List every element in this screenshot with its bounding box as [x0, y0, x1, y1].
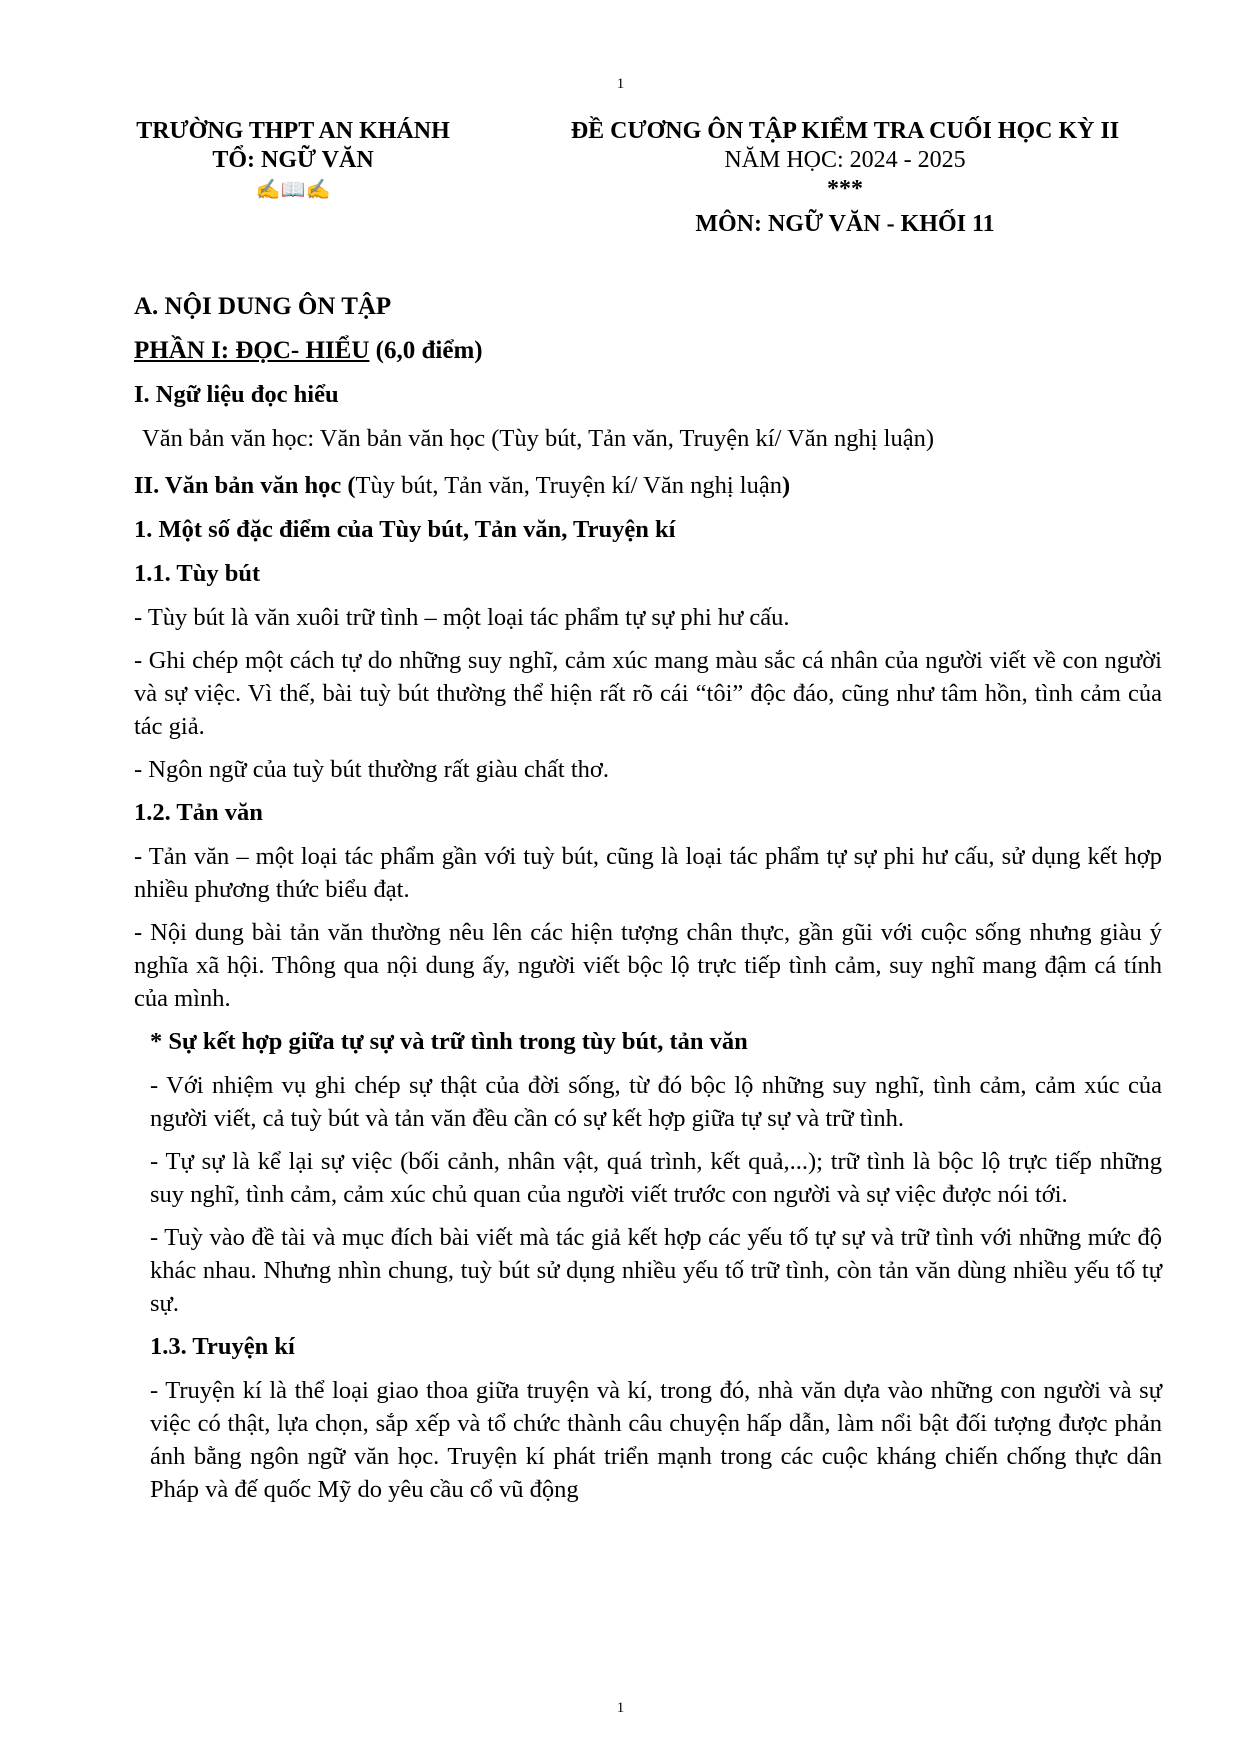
- school-year: NĂM HỌC: 2024 - 2025: [724, 147, 966, 173]
- van-ban-van-hoc-heading: [134, 469, 1162, 503]
- department-name: TỔ: NGỮ VĂN: [212, 147, 374, 173]
- header-school-block: [130, 117, 456, 205]
- tuy-but-paragraph: - Ghi chép một cách tự do những suy nghĩ, cảm xúc mang màu sắc cá nhân của người viết về con người và sự việc. Vì thế, bài tuỳ bút thường thể hiện rất rõ cái “tôi” độc đáo, cũng như tâm hồn, tình cảm của tác giả.: [134, 647, 1162, 740]
- vbvh-bold: II. Văn bản văn học (: [134, 472, 356, 499]
- vbvh-genres: Tùy bút, Tản văn, Truyện kí/ Văn nghị luận: [355, 472, 782, 499]
- truyen-ki-paragraph: - Truyện kí là thể loại giao thoa giữa truyện và kí, trong đó, nhà văn dựa vào những con người và sự việc có thật, lựa chọn, sắp xếp và tổ chức thành câu chuyện hấp dẫn, làm nổi bật đối tượng được phản ánh bằng ngôn ngữ văn học. Truyện kí phát triển mạnh trong các cuộc kháng chiến chống thực dân Pháp và đế quốc Mỹ do yêu cầu cổ vũ động: [150, 1377, 1162, 1503]
- page-number-bottom: 1: [616, 1700, 625, 1716]
- book-ornament-icon: ✍📖✍: [255, 179, 331, 201]
- header-title-block: [530, 117, 1160, 239]
- ngu-lieu-text: Văn bản văn học: Văn bản văn học (Tùy bút, Tản văn, Truyện kí/ Văn nghị luận): [142, 425, 935, 452]
- ket-hop-paragraph: - Với nhiệm vụ ghi chép sự thật của đời sống, từ đó bộc lộ những suy nghĩ, tình cảm, cảm xúc của người viết, cả tuỳ bút và tản văn đều cần có sự kết hợp giữa tự sự và trữ tình.: [150, 1072, 1162, 1132]
- page-number-top: 1: [616, 76, 625, 92]
- ket-hop-paragraph: - Tuỳ vào đề tài và mục đích bài viết mà tác giả kết hợp các yếu tố tự sự và trữ tình với những mức độ khác nhau. Nhưng nhìn chung, tuỳ bút sử dụng nhiều yếu tố trữ tình, còn tản văn dùng nhiều yếu tố tự sự.: [150, 1224, 1162, 1317]
- tuy-but-paragraph: - Ngôn ngữ của tuỳ bút thường rất giàu chất thơ.: [134, 756, 609, 783]
- subject-line: MÔN: NGỮ VĂN - KHỐI 11: [695, 211, 995, 237]
- part-1-heading: [134, 334, 1162, 368]
- vbvh-close: ): [781, 472, 791, 499]
- ket-hop-paragraph: - Tự sự là kể lại sự việc (bối cảnh, nhân vật, quá trình, kết quả,...); trữ tình là bộc lộ trực tiếp những suy nghĩ, tình cảm, cảm xúc chủ quan của người viết trước con người và sự việc được nói tới.: [150, 1148, 1162, 1208]
- tuy-but-paragraph: - Tùy bút là văn xuôi trữ tình – một loại tác phẩm tự sự phi hư cấu.: [134, 604, 790, 631]
- section-a-heading: A. NỘI DUNG ÔN TẬP: [134, 293, 392, 320]
- part-1-title: PHẦN I: ĐỌC- HIỂU: [134, 337, 370, 364]
- tuy-but-heading: 1.1. Tùy bút: [134, 560, 261, 587]
- ket-hop-heading: * Sự kết hợp giữa tự sự và trữ tình trong tùy bút, tản văn: [150, 1028, 748, 1055]
- dac-diem-heading: 1. Một số đặc điểm của Tùy bút, Tản văn, Truyện kí: [134, 516, 676, 543]
- stars-divider: ***: [827, 176, 863, 202]
- tan-van-paragraph: - Nội dung bài tản văn thường nêu lên các hiện tượng chân thực, gần gũi với cuộc sống nhưng giàu ý nghĩa xã hội. Thông qua nội dung ấy, người viết bộc lộ trực tiếp tình cảm, suy nghĩ mang đậm cá tính của mình.: [134, 919, 1162, 1012]
- tan-van-heading: 1.2. Tản văn: [134, 799, 263, 826]
- truyen-ki-heading: 1.3. Truyện kí: [150, 1333, 295, 1360]
- ket-hop-block: [134, 1025, 1162, 1506]
- document-title: ĐỀ CƯƠNG ÔN TẬP KIỂM TRA CUỐI HỌC KỲ II: [570, 118, 1120, 144]
- school-name: TRƯỜNG THPT AN KHÁNH: [136, 118, 450, 144]
- tan-van-paragraph: - Tản văn – một loại tác phẩm gần với tuỳ bút, cũng là loại tác phẩm tự sự phi hư cấu, sử dụng kết hợp nhiều phương thức biểu đạt.: [134, 843, 1162, 903]
- part-1-points: (6,0 điểm): [369, 337, 483, 364]
- document-body: [134, 290, 1162, 1516]
- ngu-lieu-heading: I. Ngữ liệu đọc hiểu: [134, 381, 339, 408]
